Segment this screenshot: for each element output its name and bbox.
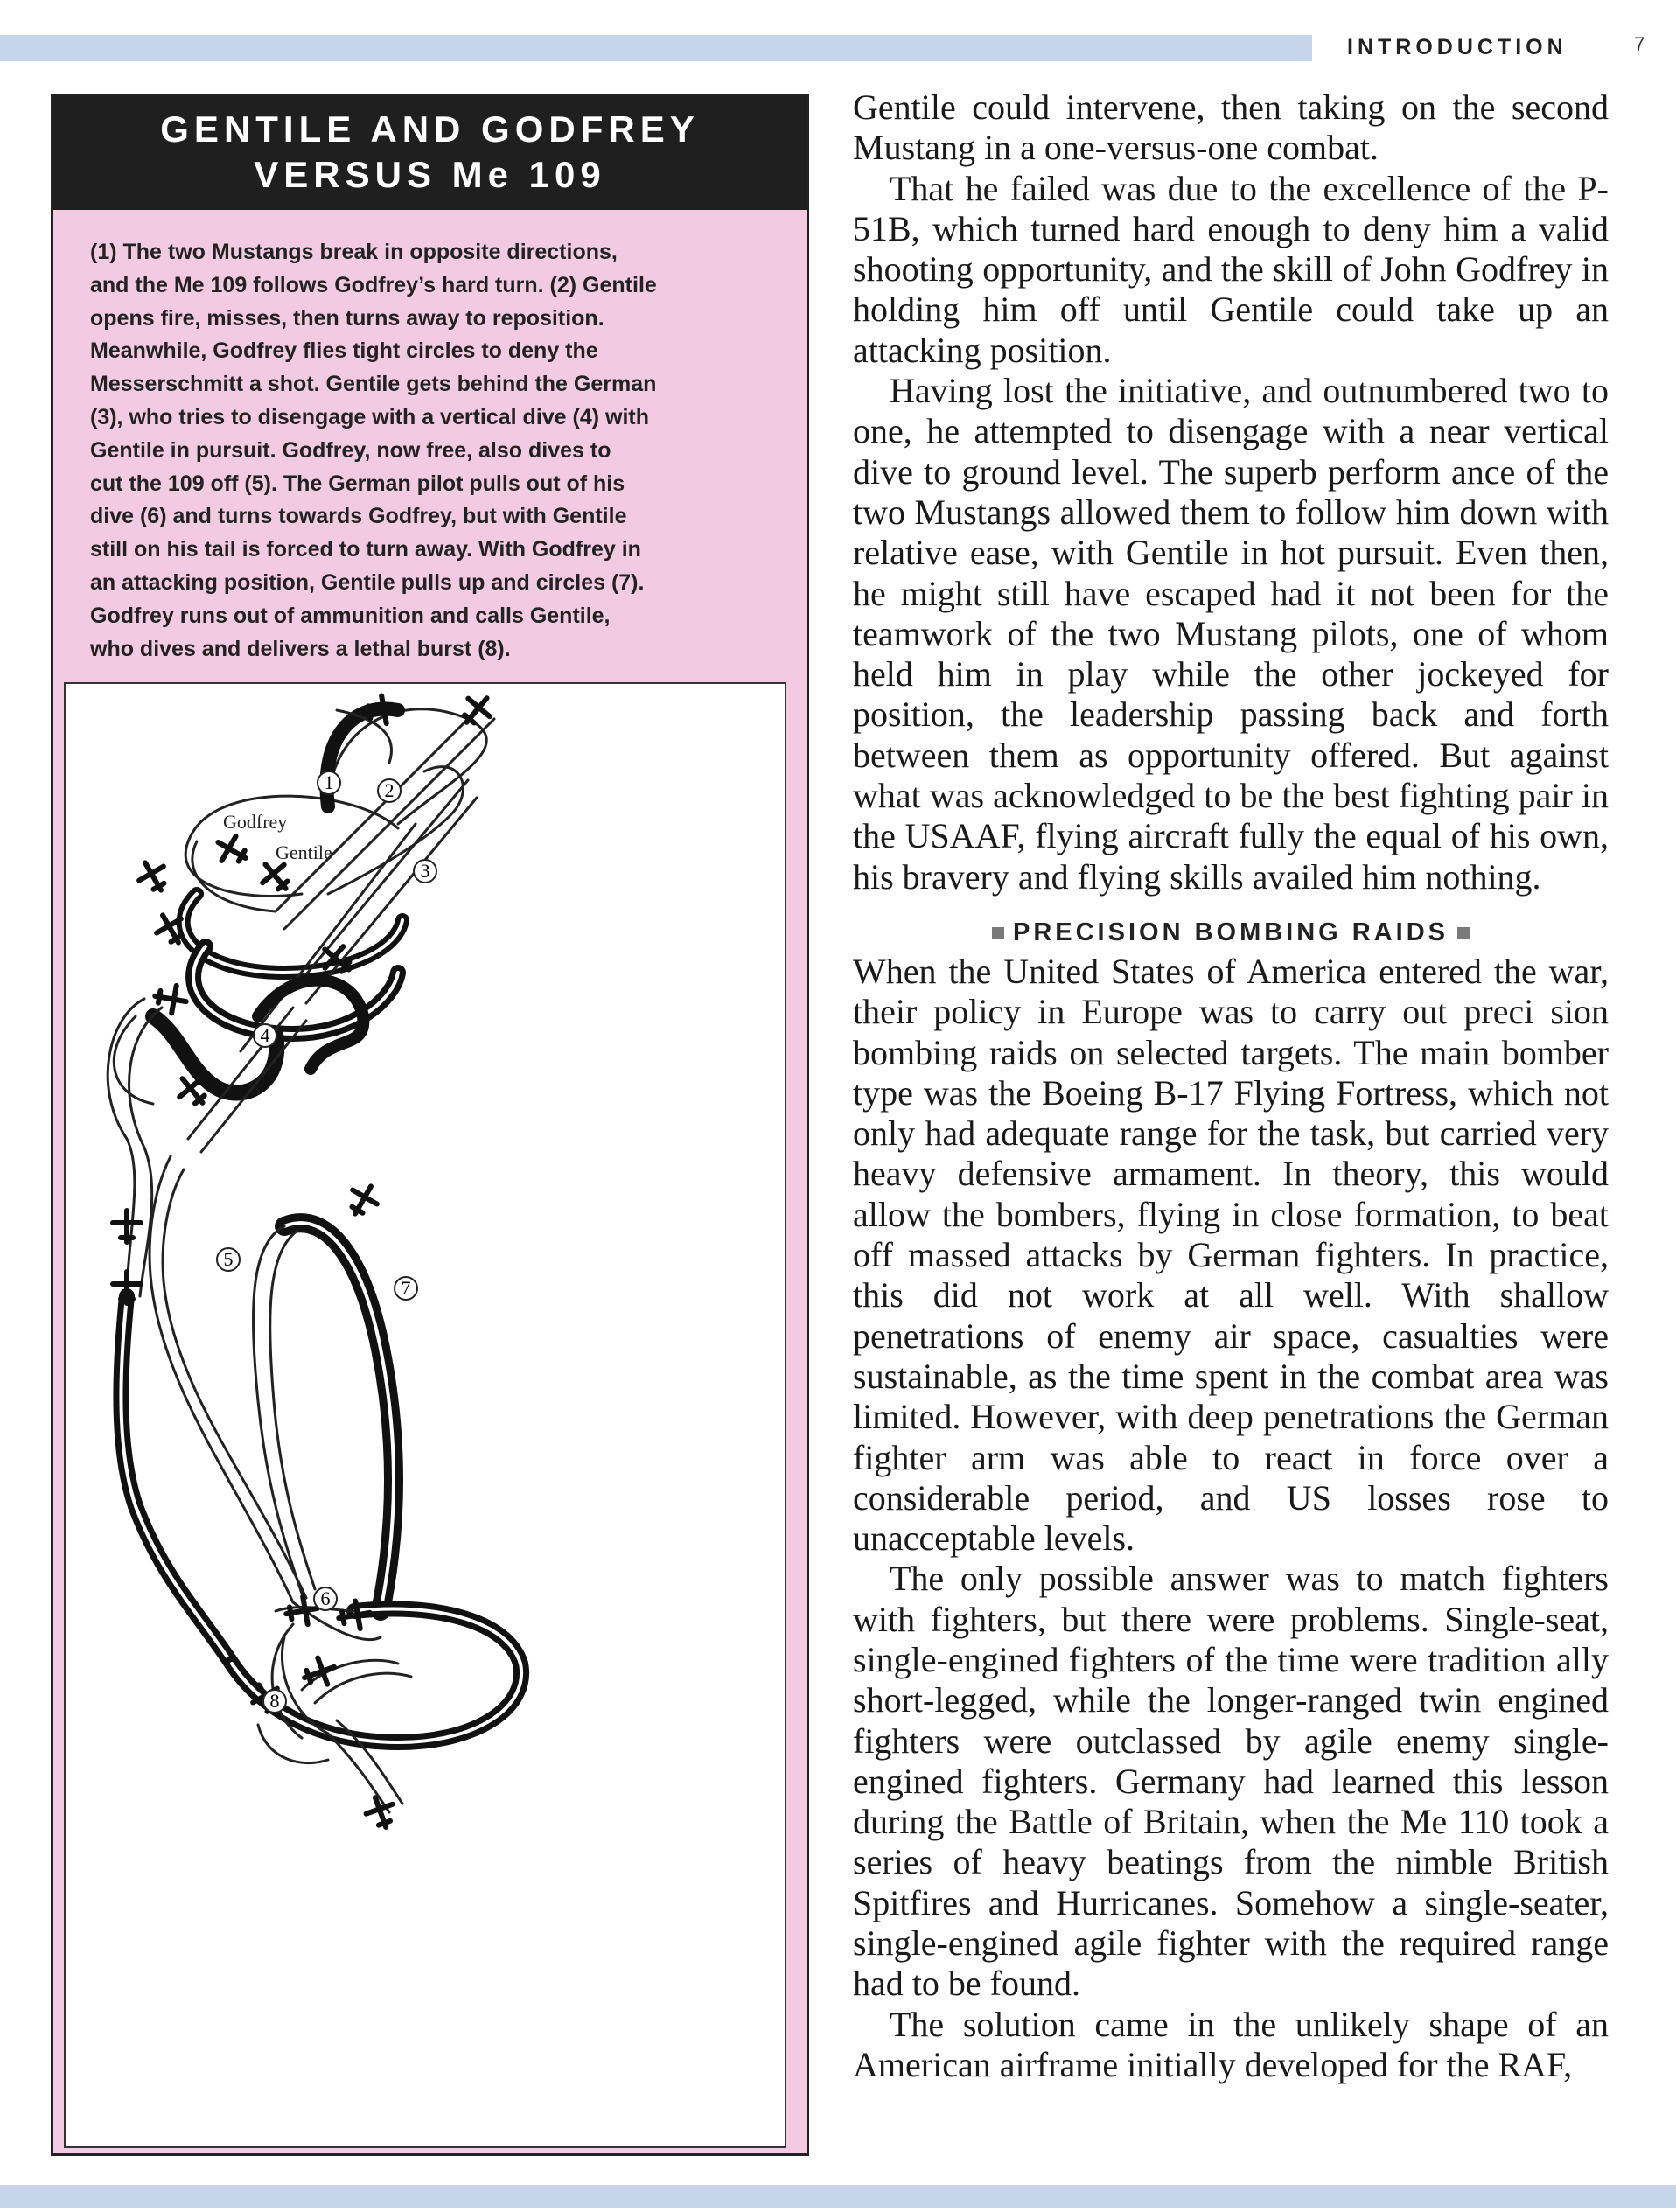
text-line: Mustang in a one-versus-one combat. bbox=[853, 128, 1379, 168]
text-line: which not only had adequate range for the task, bbox=[853, 1072, 1609, 1154]
text-line: but carried very heavy defensive armament. In bbox=[853, 1113, 1610, 1194]
text-line: to react in force over a considerable period, and US bbox=[853, 1437, 1609, 1518]
square-bullet-icon bbox=[1457, 927, 1470, 939]
marker-3: 3 bbox=[420, 860, 430, 882]
text-line: valid shooting opportunity, and the skill of John bbox=[853, 208, 1609, 290]
running-head bbox=[1312, 31, 1620, 63]
sidebar-title bbox=[53, 96, 807, 210]
page-number: 7 bbox=[1634, 33, 1645, 55]
text-line: Gentile could intervene, then taking on the second bbox=[853, 87, 1609, 127]
marker-6: 6 bbox=[320, 1587, 331, 1609]
plane-icon bbox=[362, 694, 398, 727]
text-line: British Spitfires and Hurricanes. Somehow a bbox=[853, 1842, 1609, 1922]
text-line: with fighters, but there were problems. Single-seat, bbox=[853, 1599, 1609, 1639]
text-line: German fighters. In practice, this did not work at bbox=[853, 1235, 1609, 1315]
text-line: lesson during the Battle of Britain, when the Me 110 bbox=[853, 1761, 1609, 1842]
caption-line: an attacking position, Gentile pulls up and circles (7). bbox=[90, 569, 645, 595]
text-line: take up an attacking position. bbox=[853, 290, 1609, 370]
section-heading bbox=[853, 913, 1609, 952]
paragraph bbox=[853, 2005, 1609, 2086]
text-line: The only possible answer was to match fighters bbox=[890, 1559, 1609, 1599]
text-line: deep penetrations the German fighter arm was able bbox=[853, 1397, 1609, 1477]
text-line: pilots, one of whom held him in play while the bbox=[853, 613, 1609, 694]
text-line: other jockeyed for position, the leadership passing bbox=[853, 654, 1609, 735]
marker-1: 1 bbox=[324, 771, 334, 793]
sidebar-box bbox=[51, 94, 809, 2156]
caption-line: dive (6) and turns towards Godfrey, but with Gentile bbox=[90, 504, 627, 529]
caption-line: Gentile in pursuit. Godfrey, now free, also dives to bbox=[90, 437, 611, 463]
section-heading-text: PRECISION BOMBING RAIDS bbox=[1012, 918, 1449, 946]
text-line: losses rose to unacceptable levels. bbox=[853, 1477, 1609, 1559]
text-line: skills availed him nothing. bbox=[1170, 856, 1541, 897]
caption-line: Godfrey runs out of ammunition and calls Gentile, bbox=[90, 603, 611, 628]
marker-7: 7 bbox=[401, 1277, 411, 1299]
paragraph bbox=[853, 87, 1609, 169]
text-line: sion bombing raids on selected targets. The main bbox=[853, 992, 1610, 1072]
lower-loops bbox=[121, 1156, 394, 1664]
text-line: single-engined fighters. Germany had learned this bbox=[853, 1720, 1609, 1801]
label-godfrey: Godfrey bbox=[223, 811, 288, 833]
godfrey-circles bbox=[184, 796, 402, 1034]
text-line: single-seater, single-engined agile fighter with the bbox=[853, 1882, 1609, 1964]
paragraph bbox=[853, 952, 1609, 1559]
text-line: fully the equal of his own, his bravery and flying bbox=[853, 816, 1610, 897]
paragraph bbox=[853, 169, 1609, 371]
text-line: required range had to be found. bbox=[853, 1923, 1609, 2004]
caption-line: Meanwhile, Godfrey flies tight circles to deny the bbox=[90, 338, 598, 364]
text-line: war, their policy in Europe was to carry out preci bbox=[853, 951, 1609, 1032]
text-line: The solution came in the unlikely shape of an bbox=[890, 2004, 1609, 2044]
text-line: Having lost the initiative, and outnumbered bbox=[890, 371, 1519, 411]
dogfight-diagram-svg bbox=[66, 684, 785, 2146]
text-line: pursuit. Even then, he might still have escaped had bbox=[853, 533, 1609, 613]
gentile-top-loop bbox=[326, 708, 486, 894]
caption-line: cut the 109 off (5). The German pilot pulls out of his bbox=[90, 471, 625, 496]
text-line: P-51B, which turned hard enough to deny him a bbox=[853, 168, 1609, 248]
plane-icon bbox=[113, 1272, 141, 1303]
text-line: back and forth between them as opportunity bbox=[853, 694, 1609, 775]
plane-icon bbox=[113, 1211, 141, 1242]
text-line: theory, this would allow the bombers, flying in bbox=[853, 1154, 1610, 1234]
marker-8: 8 bbox=[269, 1690, 280, 1712]
caption-line: still on his tail is forced to turn away. With Godfrey in bbox=[90, 537, 641, 562]
main-column bbox=[853, 87, 1609, 2085]
section-title: INTRODUCTION bbox=[1347, 34, 1568, 59]
caption-line: and the Me 109 follows Godfrey’s hard turn. (2) Gentile bbox=[90, 272, 657, 297]
text-line: ally short-legged, while the longer-ranged twin bbox=[853, 1639, 1610, 1720]
text-line: ance of the two Mustangs allowed them to follow bbox=[853, 451, 1610, 532]
text-line: it not been for the teamwork of the two Mustang bbox=[853, 573, 1609, 653]
text-line: took a series of heavy beatings from the nimble bbox=[853, 1802, 1609, 1882]
marker-2: 2 bbox=[384, 779, 395, 801]
dogfight-diagram bbox=[64, 682, 786, 2148]
text-line: vertical dive to ground level. The superb perform bbox=[853, 411, 1609, 492]
square-bullet-icon bbox=[992, 927, 1004, 939]
caption-line: opens fire, misses, then turns away to reposition. bbox=[90, 305, 604, 331]
caption-line: who dives and delivers a lethal burst (8). bbox=[90, 636, 511, 661]
plane-icon bbox=[343, 1179, 383, 1220]
paragraph bbox=[853, 1559, 1609, 2004]
label-gentile: Gentile bbox=[276, 841, 332, 863]
text-line: engined fighters were outclassed by agile enemy bbox=[853, 1680, 1610, 1761]
text-line: in the combat area was limited. However, with bbox=[853, 1356, 1609, 1437]
text-line: single-engined fighters of the time were tradition bbox=[853, 1639, 1547, 1679]
footer-bar bbox=[0, 2185, 1676, 2208]
sidebar-title-line: VERSUS Me 109 bbox=[254, 154, 606, 195]
plane-icon bbox=[211, 830, 252, 870]
text-line: close formation, to beat off massed attacks by bbox=[853, 1194, 1609, 1275]
text-line: offered. But against what was acknowledged to be bbox=[853, 735, 1609, 816]
caption-line: Messerschmitt a shot. Gentile gets behind the German bbox=[90, 372, 657, 397]
text-line: space, casualties were sustainable, as the time spent bbox=[853, 1315, 1610, 1396]
sidebar-caption bbox=[90, 236, 790, 666]
text-line: American airframe initially developed for the RAF, bbox=[853, 2044, 1573, 2084]
plane-icon bbox=[133, 855, 173, 897]
sidebar-title-line: GENTILE AND GODFREY bbox=[160, 108, 700, 150]
text-line: two to one, he attempted to disengage with a near bbox=[853, 371, 1609, 451]
caption-line: (1) The two Mustangs break in opposite directions, bbox=[90, 240, 618, 264]
text-line: Godfrey in holding him off until Gentile could bbox=[853, 249, 1609, 330]
text-line: When the United States of America entered the bbox=[853, 951, 1549, 991]
text-line: him down with relative ease, with Gentile in hot bbox=[853, 492, 1609, 573]
text-line: the best fighting pair in the USAAF, flying aircraft bbox=[853, 776, 1610, 856]
text-line: That he failed was due to the excellence of the bbox=[890, 168, 1578, 208]
text-line: all well. With shallow penetrations of enemy air bbox=[853, 1275, 1610, 1356]
text-line: bomber type was the Boeing B-17 Flying Fortress, bbox=[853, 1032, 1609, 1113]
caption-line: (3), who tries to disengage with a vertical dive (4) with bbox=[90, 404, 650, 429]
marker-4: 4 bbox=[260, 1024, 270, 1046]
paragraph bbox=[853, 371, 1609, 897]
marker-5: 5 bbox=[223, 1248, 234, 1270]
